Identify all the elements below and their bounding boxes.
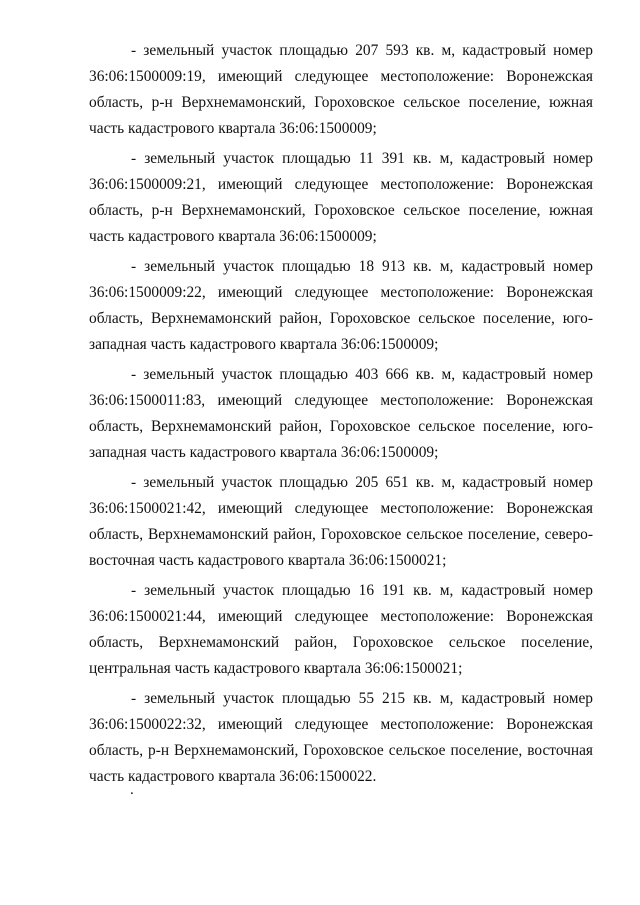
land-plot-paragraph-1: - земельный участок площадью 207 593 кв. м, кадастровый номер 36:06:1500009:19, имеющий следующее местоположение: Воронежская область, р-н Верхнемамонский, Гороховское сельское поселение, южная часть кадастрового квартала 36:06:1500009; <box>89 42 593 137</box>
land-plot-paragraph-5: - земельный участок площадью 205 651 кв. м, кадастровый номер 36:06:1500021:42, имеющий следующее местоположение: Воронежская область, Верхнемамонский район, Гороховское сельское поселение, северо-восточная часть кадастрового квартала 36:06:1500021; <box>89 474 593 569</box>
land-plot-paragraph-4: - земельный участок площадью 403 666 кв. м, кадастровый номер 36:06:1500011:83, имеющий следующее местоположение: Воронежская область, Верхнемамонский район, Гороховское сельское поселение, юго-западная часть кадастрового квартала 36:06:1500009; <box>89 366 593 461</box>
land-plot-paragraph-3: - земельный участок площадью 18 913 кв. м, кадастровый номер 36:06:1500009:22, имеющий следующее местоположение: Воронежская область, Верхнемамонский район, Гороховское сельское поселение, юго-западная часть кадастрового квартала 36:06:1500009; <box>89 258 593 353</box>
land-plot-paragraph-2: - земельный участок площадью 11 391 кв. м, кадастровый номер 36:06:1500009:21, имеющий следующее местоположение: Воронежская область, р-н Верхнемамонский, Гороховское сельское поселение, южная часть кадастрового квартала 36:06:1500009; <box>89 150 593 245</box>
land-plot-paragraph-6: - земельный участок площадью 16 191 кв. м, кадастровый номер 36:06:1500021:44, имеющий следующее местоположение: Воронежская область, Верхнемамонский район, Гороховское сельское поселение, центральная часть кадастрового квартала 36:06:1500021; <box>89 582 593 677</box>
land-plot-paragraph-7: - земельный участок площадью 55 215 кв. м, кадастровый номер 36:06:1500022:32, имеющий следующее местоположение: Воронежская область, р-н Верхнемамонский, Гороховское сельское поселение, восточная часть кадастрового квартала 36:06:1500022. <box>89 690 593 785</box>
document-body <box>89 38 593 794</box>
trailing-dot: . <box>130 782 134 798</box>
